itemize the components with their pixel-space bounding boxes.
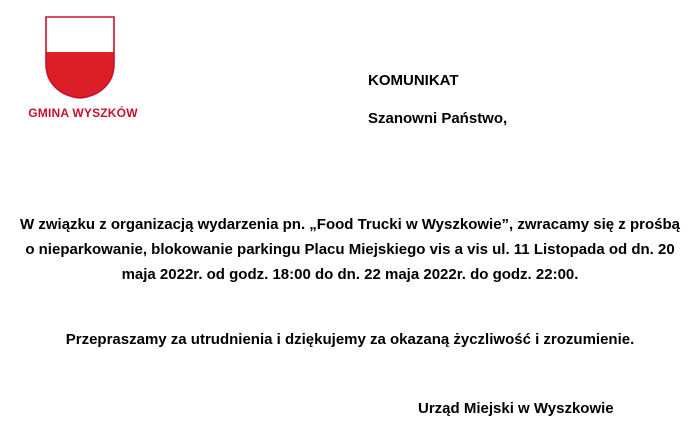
gmina-wyszkow-logo (28, 14, 138, 124)
notice-heading: KOMUNIKAT (368, 72, 459, 89)
apology-text: Przepraszamy za utrudnienia i dziękujemy za okazaną życzliwość i zrozumienie. (65, 331, 635, 348)
signature: Urząd Miejski w Wyszkowie (418, 400, 614, 417)
notice-body: W związku z organizacją wydarzenia pn. „Food Trucki w Wyszkowie”, zwracamy się z prośbą o nieparkowanie, blokowanie parkingu Placu Miejskiego vis a vis ul. 11 Listopada od dn. 20 maja 2022r. od godz. 18:00 do dn. 22 maja 2022r. do godz. 22:00. (20, 216, 680, 283)
logo-text: GMINA WYSZKÓW (28, 106, 138, 120)
greeting: Szanowni Państwo, (368, 110, 508, 127)
coat-of-arms-icon (43, 14, 117, 100)
